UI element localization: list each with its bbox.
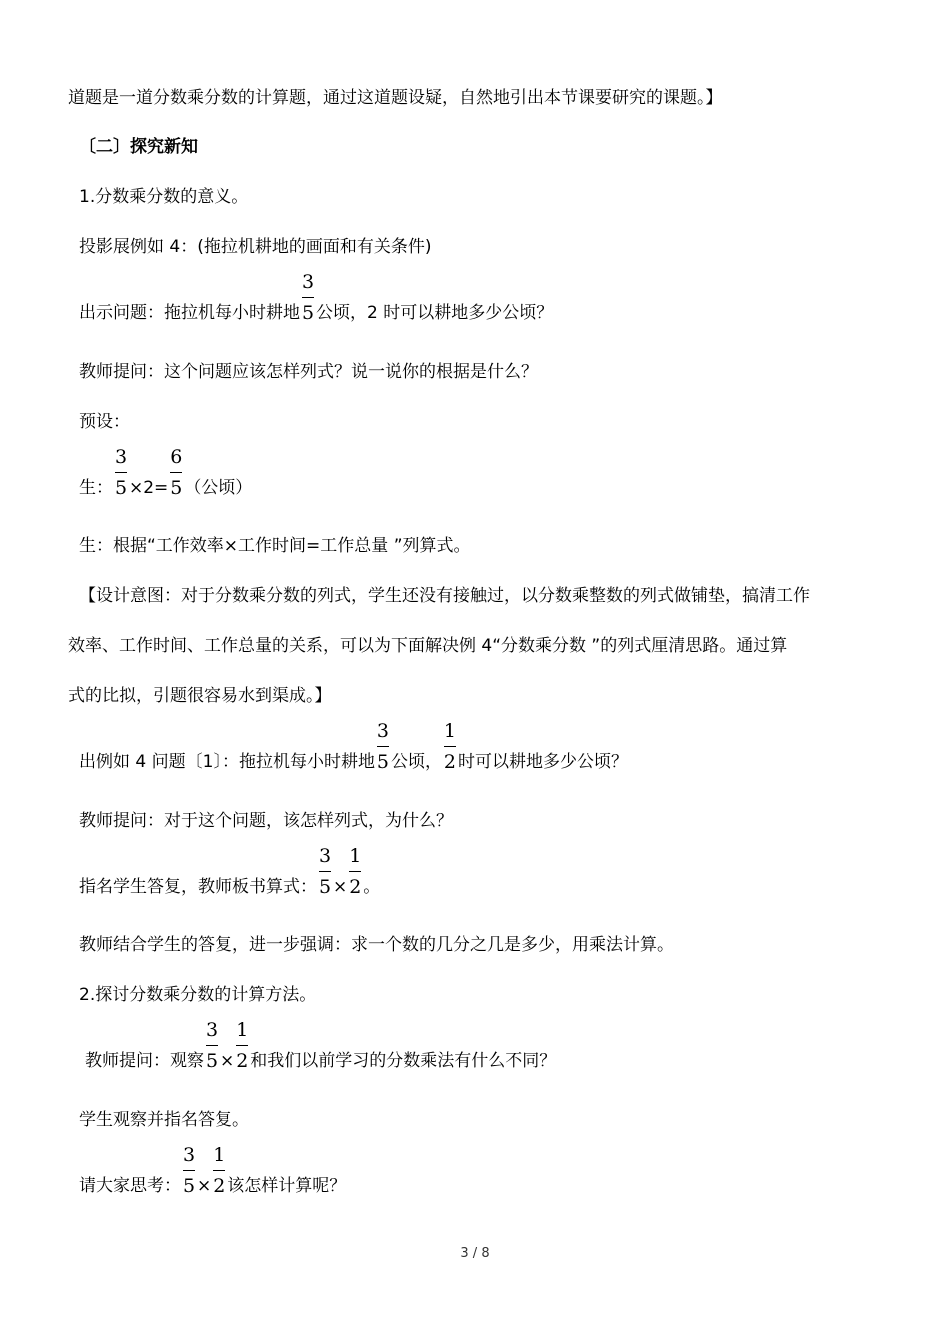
text-line: 预设： bbox=[79, 412, 130, 432]
denominator: 5 bbox=[318, 876, 332, 898]
text-segment: （公顷） bbox=[184, 478, 253, 498]
denominator: 5 bbox=[205, 1050, 219, 1072]
numerator: 3 bbox=[182, 1144, 196, 1166]
subsection-heading: 1.分数乘分数的意义。 bbox=[79, 187, 249, 207]
text-line bbox=[79, 845, 381, 899]
numerator: 3 bbox=[205, 1019, 219, 1041]
text-line: 教师提问：对于这个问题，该怎样列式，为什么？ bbox=[79, 811, 453, 831]
fraction-3-5 bbox=[205, 1019, 219, 1073]
denominator: 5 bbox=[301, 302, 315, 324]
text-segment: 公顷， bbox=[390, 752, 442, 772]
times-sign: × bbox=[197, 1176, 212, 1196]
fraction-1-2 bbox=[212, 1144, 226, 1198]
fraction-1-2 bbox=[443, 720, 457, 774]
text-line bbox=[79, 720, 628, 774]
fraction-1-2 bbox=[348, 845, 362, 899]
text-segment: 。 bbox=[363, 877, 381, 897]
section-heading: 〔二〕探究新知 bbox=[79, 137, 198, 157]
fraction-6-5 bbox=[169, 446, 183, 500]
text-segment: 教师提问：观察 bbox=[85, 1051, 204, 1071]
denominator: 5 bbox=[376, 751, 389, 773]
numerator: 3 bbox=[301, 271, 315, 293]
numerator: 1 bbox=[443, 720, 456, 742]
text-segment: 指名学生答复，教师板书算式： bbox=[79, 877, 317, 897]
denominator: 5 bbox=[182, 1175, 196, 1197]
subsection-heading: 2.探讨分数乘分数的计算方法。 bbox=[79, 985, 317, 1005]
fraction-3-5 bbox=[318, 845, 332, 899]
fraction-3-5 bbox=[376, 720, 390, 774]
text-segment: 出示问题：拖拉机每小时耕地 bbox=[79, 303, 300, 323]
text-line: 教师提问：这个问题应该怎样列式？说一说你的根据是什么？ bbox=[79, 362, 538, 382]
text-line: 生：根据“工作效率×工作时间=工作总量 ”列算式。 bbox=[79, 536, 471, 556]
times-sign: × bbox=[220, 1051, 235, 1071]
text-line bbox=[85, 1019, 557, 1073]
denominator: 5 bbox=[170, 477, 183, 499]
numerator: 6 bbox=[170, 446, 183, 468]
numerator: 1 bbox=[213, 1144, 226, 1166]
text-line: 教师结合学生的答复，进一步强调：求一个数的几分之几是多少，用乘法计算。 bbox=[79, 935, 674, 955]
denominator: 5 bbox=[114, 477, 128, 499]
text-line bbox=[79, 446, 253, 500]
text-segment: ×2= bbox=[129, 478, 169, 498]
text-segment: 生： bbox=[79, 478, 113, 498]
times-sign: × bbox=[333, 877, 348, 897]
fraction-1-2 bbox=[235, 1019, 249, 1073]
page-number: 3 / 8 bbox=[460, 1246, 490, 1261]
text-segment: 公顷，2 时可以耕地多少公顷？ bbox=[316, 303, 554, 323]
text-line: 道题是一道分数乘分数的计算题，通过这道题设疑，自然地引出本节课要研究的课题。】 bbox=[68, 88, 723, 108]
denominator: 2 bbox=[349, 876, 362, 898]
text-line: 式的比拟，引题很容易水到渠成。】 bbox=[68, 686, 332, 706]
text-segment: 和我们以前学习的分数乘法有什么不同？ bbox=[250, 1051, 557, 1071]
fraction-3-5 bbox=[301, 271, 315, 325]
numerator: 1 bbox=[236, 1019, 249, 1041]
text-line: 效率、工作时间、工作总量的关系，可以为下面解决例 4“分数乘分数 ”的列式厘清思路。通过算 bbox=[68, 636, 788, 656]
numerator: 1 bbox=[349, 845, 362, 867]
denominator: 2 bbox=[443, 751, 456, 773]
numerator: 3 bbox=[114, 446, 128, 468]
fraction-3-5 bbox=[114, 446, 128, 500]
text-line: 【设计意图：对于分数乘分数的列式，学生还没有接触过，以分数乘整数的列式做铺垫，搞清工作 bbox=[79, 586, 810, 606]
text-segment: 请大家思考： bbox=[79, 1176, 181, 1196]
text-line bbox=[79, 1144, 347, 1198]
text-segment: 该怎样计算呢？ bbox=[227, 1176, 347, 1196]
denominator: 2 bbox=[213, 1175, 226, 1197]
text-line: 投影展例如 4：(拖拉机耕地的画面和有关条件) bbox=[79, 237, 432, 257]
text-segment: 出例如 4 问题〔1〕：拖拉机每小时耕地 bbox=[79, 752, 375, 772]
text-line bbox=[79, 271, 554, 325]
text-line: 学生观察并指名答复。 bbox=[79, 1110, 249, 1130]
denominator: 2 bbox=[236, 1050, 249, 1072]
fraction-3-5 bbox=[182, 1144, 196, 1198]
numerator: 3 bbox=[376, 720, 389, 742]
numerator: 3 bbox=[318, 845, 332, 867]
text-segment: 时可以耕地多少公顷？ bbox=[457, 752, 628, 772]
